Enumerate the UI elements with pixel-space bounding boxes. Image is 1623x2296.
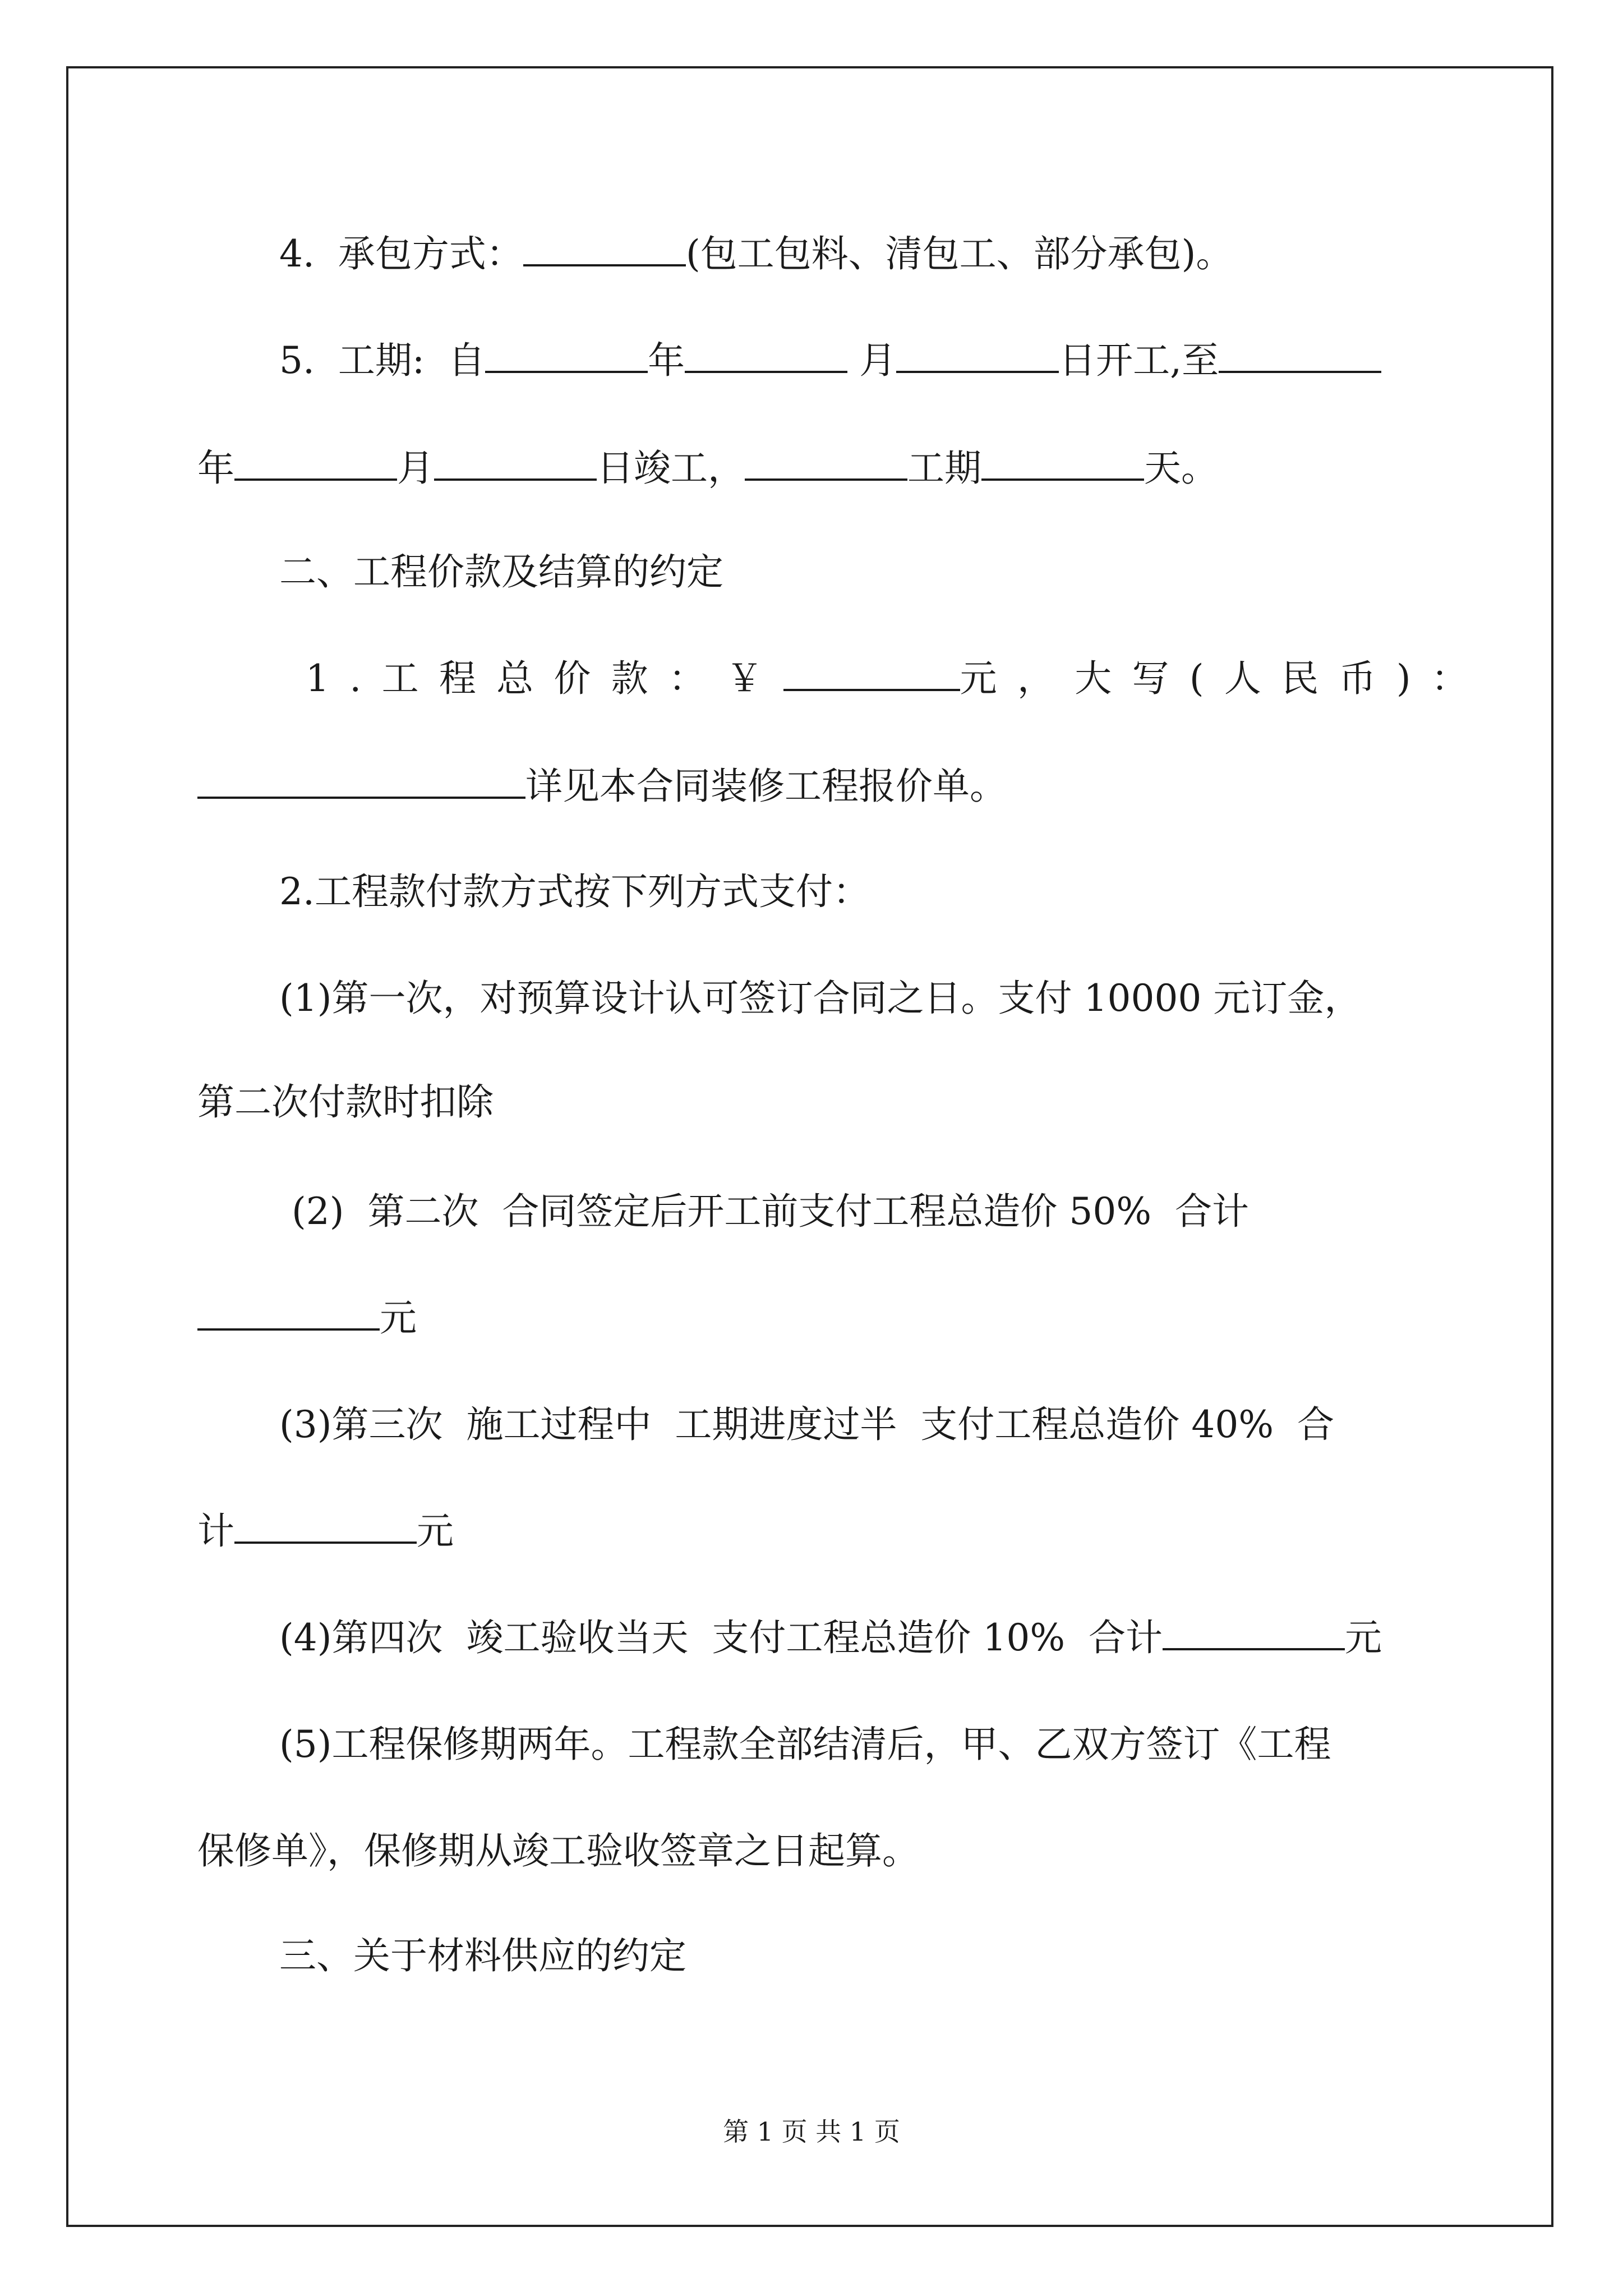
- start-year-blank[interactable]: [485, 336, 648, 373]
- page-footer: 第 1 页 共 1 页: [723, 2116, 900, 2147]
- total-price-suffix: 元，大写(人民币)：: [960, 657, 1489, 700]
- item-5-continuation: [197, 443, 1218, 494]
- total-price-blank[interactable]: [783, 654, 960, 691]
- item-5-line: [279, 335, 1381, 386]
- total-price-line: [306, 654, 1488, 704]
- end-year-blank[interactable]: [1219, 336, 1381, 373]
- payment-2-unit: 元: [380, 1296, 417, 1340]
- item-5b-month: 月: [397, 447, 434, 490]
- end-month-blank[interactable]: [234, 444, 397, 481]
- start-month-blank[interactable]: [685, 336, 847, 373]
- section-3-heading: 三、关于材料供应的约定: [279, 1934, 686, 1977]
- payment-3-line: (3)第三次 施工过程中 工期进度过半 支付工程总造价 40% 合: [279, 1403, 1334, 1446]
- payment-3-continuation: [197, 1506, 454, 1557]
- payment-4-prefix: (4)第四次 竣工验收当天 支付工程总造价 10% 合计: [279, 1616, 1163, 1659]
- payment-2-continuation: [197, 1293, 417, 1343]
- page-border: [66, 66, 1553, 2227]
- payment-4-amount-blank[interactable]: [1163, 1613, 1345, 1650]
- item-5b-period: 工期: [907, 447, 981, 490]
- payment-4-unit: 元: [1345, 1616, 1382, 1659]
- price-detail-text: 详见本合同装修工程报价单。: [525, 765, 1007, 808]
- item-5-prefix: 5. 工期: 自: [279, 339, 486, 382]
- payment-3-prefix: 计: [197, 1510, 234, 1553]
- payment-2-amount-blank[interactable]: [197, 1294, 380, 1331]
- price-detail-line: [197, 761, 1007, 812]
- period-days-blank[interactable]: [981, 444, 1144, 481]
- item-4-line: [279, 229, 1233, 279]
- item-5-month: 月: [847, 339, 897, 382]
- start-day-blank[interactable]: [896, 336, 1059, 373]
- payment-1-continuation: 第二次付款时扣除: [197, 1080, 494, 1124]
- payment-3-unit: 元: [417, 1510, 454, 1553]
- payment-3-amount-blank[interactable]: [234, 1507, 417, 1544]
- item-5b-day: 日竣工，: [597, 447, 745, 490]
- item-5-year: 年: [648, 339, 685, 382]
- payment-4-line: [279, 1613, 1382, 1663]
- item-5-day: 日开工,至: [1059, 339, 1219, 382]
- period-label-blank[interactable]: [745, 444, 907, 481]
- payment-5-continuation: 保修单》，保修期从竣工验收签章之日起算。: [197, 1829, 919, 1872]
- price-words-blank[interactable]: [197, 762, 525, 799]
- item-4-prefix: 4. 承包方式：: [279, 232, 523, 275]
- payment-5-line: (5)工程保修期两年。工程款全部结清后，甲、乙双方签订《工程: [279, 1723, 1331, 1766]
- total-price-prefix: 1.工程总价款：￥: [306, 657, 783, 700]
- payment-method-title: 2.工程款付款方式按下列方式支付：: [279, 870, 870, 913]
- section-2-heading: 二、工程价款及结算的约定: [279, 550, 723, 593]
- item-5b-end: 天。: [1144, 447, 1218, 490]
- item-4-suffix: (包工包料、清包工、部分承包)。: [685, 232, 1233, 275]
- item-5b-year: 年: [197, 447, 234, 490]
- payment-2-line: (2) 第二次 合同签定后开工前支付工程总造价 50% 合计: [292, 1190, 1249, 1233]
- contract-method-blank[interactable]: [523, 229, 686, 266]
- end-day-blank[interactable]: [434, 444, 597, 481]
- payment-1-line: (1)第一次，对预算设计认可签订合同之日。支付 10000 元订金，: [279, 977, 1362, 1020]
